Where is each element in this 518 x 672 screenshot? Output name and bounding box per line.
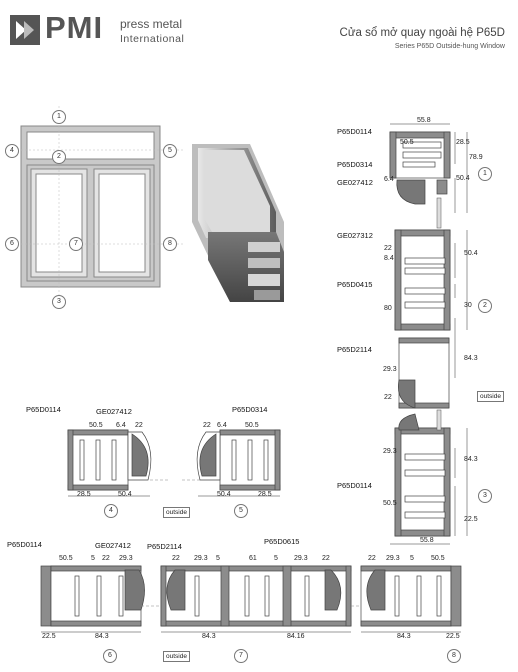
dim-78-9: 78.9: [469, 154, 483, 161]
window-elevation: [5, 106, 185, 306]
s4-dim-6-4: 6.4: [116, 422, 126, 429]
section-7-marker: 7: [234, 649, 248, 663]
section-5-marker: 5: [234, 504, 248, 518]
s4-dim-50-5: 50.5: [89, 422, 103, 429]
dim-50-4-top: 50.4: [456, 175, 470, 182]
s5-dim-22: 22: [203, 422, 211, 429]
marker-6: 6: [5, 237, 19, 251]
s5-dim-28-5: 28.5: [258, 491, 272, 498]
b6-dim-29-3: 29.3: [119, 555, 133, 562]
dim-50-5-top: 50.5: [400, 139, 414, 146]
profile-3d-render: [190, 142, 290, 307]
marker-7: 7: [69, 237, 83, 251]
label-ge027412-right: GE027412: [337, 178, 373, 187]
b7-dim-29-3a: 29.3: [194, 555, 208, 562]
b8-dim-22-5: 22.5: [446, 633, 460, 640]
label-ge027312: GE027312: [337, 231, 373, 240]
section-3-marker: 3: [478, 489, 492, 503]
outside-label-right: outside: [477, 391, 504, 402]
dim-22-low: 22: [384, 394, 392, 401]
s5-dim-50-4: 50.4: [217, 491, 231, 498]
b8-dim-50-5: 50.5: [431, 555, 445, 562]
section-5-drawing: [180, 420, 290, 500]
vertical-section: [385, 118, 485, 552]
dim-30: 30: [464, 302, 472, 309]
marker-1: 1: [52, 110, 66, 124]
b7-dim-84-16: 84.16: [287, 633, 305, 640]
s4-dim-28-5: 28.5: [77, 491, 91, 498]
marker-2: 2: [52, 150, 66, 164]
s4-dim-22: 22: [135, 422, 143, 429]
section-1-marker: 1: [478, 167, 492, 181]
label-p65d2114-right: P65D2114: [337, 345, 372, 354]
b6-dim-84-3: 84.3: [95, 633, 109, 640]
dim-55-8-top: 55.8: [417, 117, 431, 124]
logo-mark-icon: [10, 15, 40, 45]
bottom-sections-drawing: [35, 552, 475, 640]
brand-name-line2: International: [120, 33, 185, 45]
b8-dim-84-3: 84.3: [397, 633, 411, 640]
label-ge027412-s6: GE027412: [95, 541, 131, 550]
label-p65d0615: P65D0615: [264, 537, 300, 546]
marker-3: 3: [52, 295, 66, 309]
b6-dim-22-5: 22.5: [42, 633, 56, 640]
b7-dim-5b: 5: [274, 555, 278, 562]
marker-5: 5: [163, 144, 177, 158]
section-8-marker: 8: [447, 649, 461, 663]
outside-label-mid: outside: [163, 507, 190, 518]
b7-dim-84-3: 84.3: [202, 633, 216, 640]
s5-dim-50-5: 50.5: [245, 422, 259, 429]
b6-dim-5: 5: [91, 555, 95, 562]
section-4-drawing: [60, 420, 170, 500]
marker-4: 4: [5, 144, 19, 158]
brand-name-line1: press metal: [120, 17, 183, 31]
dim-29-3: 29.3: [383, 366, 397, 373]
label-p65d0114-bottom: P65D0114: [337, 481, 372, 490]
b8-dim-5: 5: [410, 555, 414, 562]
label-p65d0314-s5: P65D0314: [232, 405, 268, 414]
b7-dim-22b: 22: [322, 555, 330, 562]
b7-dim-5a: 5: [216, 555, 220, 562]
label-p65d0114-s6: P65D0114: [7, 540, 42, 549]
label-p65d0415: P65D0415: [337, 280, 373, 289]
logo-text: PMI: [45, 10, 104, 45]
dim-8-4: 8.4: [384, 255, 394, 262]
dim-22-mid: 22: [384, 245, 392, 252]
s5-dim-6-4: 6.4: [217, 422, 227, 429]
page-subtitle: Series P65D Outside-hung Window: [394, 43, 505, 50]
b6-dim-22: 22: [102, 555, 110, 562]
b7-dim-29-3b: 29.3: [294, 555, 308, 562]
brand-logo: [10, 10, 185, 48]
label-p65d0314-right: P65D0314: [337, 160, 373, 169]
dim-80: 80: [384, 305, 392, 312]
page-title: Cửa sổ mở quay ngoài hệ P65D: [339, 27, 505, 39]
dim-29-3-low: 29.3: [383, 448, 397, 455]
section-6-marker: 6: [103, 649, 117, 663]
dim-6-4-top: 6.4: [384, 176, 394, 183]
outside-label-bottom: outside: [163, 651, 190, 662]
label-ge027412-s4: GE027412: [96, 407, 132, 416]
dim-84-3-mid: 84.3: [464, 355, 478, 362]
s4-dim-50-4: 50.4: [118, 491, 132, 498]
b7-dim-22a: 22: [172, 555, 180, 562]
dim-50-4-mid: 50.4: [464, 250, 478, 257]
section-2-marker: 2: [478, 299, 492, 313]
b8-dim-29-3: 29.3: [386, 555, 400, 562]
label-p65d2114-s7: P65D2114: [147, 542, 182, 551]
label-p65d0114-top: P65D0114: [337, 127, 372, 136]
b6-dim-50-5: 50.5: [59, 555, 73, 562]
b8-dim-22: 22: [368, 555, 376, 562]
dim-55-8-bottom: 55.8: [420, 537, 434, 544]
dim-22-5-right: 22.5: [464, 516, 478, 523]
section-4-marker: 4: [104, 504, 118, 518]
dim-50-5-low: 50.5: [383, 500, 397, 507]
b7-dim-61: 61: [249, 555, 257, 562]
dim-28-5: 28.5: [456, 139, 470, 146]
dim-84-3-low: 84.3: [464, 456, 478, 463]
marker-8: 8: [163, 237, 177, 251]
label-p65d0114-s4: P65D0114: [26, 405, 61, 414]
